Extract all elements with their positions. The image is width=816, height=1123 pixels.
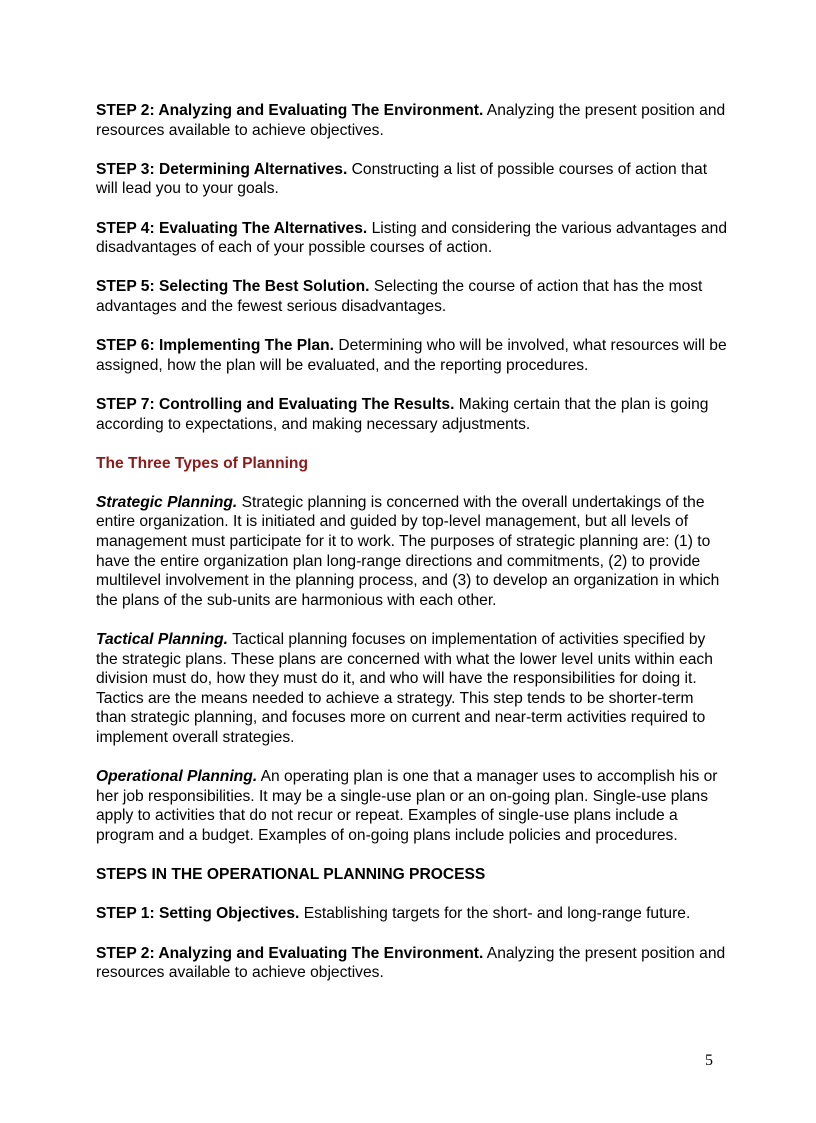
op-step-1-body: Establishing targets for the short- and long-range future. — [303, 905, 691, 923]
tactical-planning-title: Tactical Planning. — [96, 631, 228, 649]
step-6-paragraph — [96, 336, 728, 375]
strategic-planning-body: Strategic planning is concerned with the overall undertakings of the entire organization. It is initiated and guided by top-level management, but all levels of management must participate for it to work. The purposes of strategic planning are: (1) to have the entire organization plan long-range directions and commitments, (2) to provide multilevel involvement in the planning process, and (3) to develop an organization in which the plans of the sub-units are harmonious with each other. — [96, 493, 720, 609]
operational-process-heading: STEPS IN THE OPERATIONAL PLANNING PROCESS — [96, 866, 486, 884]
step-5-body: Selecting the course of action that has the most advantages and the fewest serious disadvantages. — [96, 278, 703, 315]
step-2-body: Analyzing the present position and resources available to achieve objectives. — [96, 102, 726, 139]
step-7-title: STEP 7: Controlling and Evaluating The Results. — [96, 395, 455, 413]
strategic-planning-title: Strategic Planning. — [96, 493, 238, 511]
step-5-paragraph — [96, 277, 728, 316]
page-content — [96, 101, 728, 1002]
step-7-body: Making certain that the plan is going according to expectations, and making necessary adjustments. — [96, 395, 709, 433]
step-3-paragraph — [96, 160, 728, 199]
types-of-planning-heading: The Three Types of Planning — [96, 454, 308, 472]
op-step-1-paragraph — [96, 904, 728, 924]
tactical-planning-paragraph — [96, 630, 728, 748]
operational-planning-paragraph — [96, 767, 728, 845]
op-step-2-paragraph — [96, 944, 728, 983]
step-3-title: STEP 3: Determining Alternatives. — [96, 160, 348, 178]
page-number: 5 — [705, 1052, 713, 1069]
tactical-planning-body: Tactical planning focuses on implementation of activities specified by the strategic plans. These plans are concerned with what the lower level units within each division must do, how they must do it, and who will have the responsibilities for doing it. Tactics are the means needed to achieve a strategy. This step tends to be shorter-term than strategic planning, and focuses more on current and near-term activities required to implement overall strategies. — [96, 631, 713, 746]
op-step-1-title: STEP 1: Setting Objectives. — [96, 905, 300, 923]
op-step-2-title: STEP 2: Analyzing and Evaluating The Environment. — [96, 944, 484, 962]
step-6-title: STEP 6: Implementing The Plan. — [96, 337, 334, 355]
step-7-paragraph — [96, 395, 728, 434]
step-2-paragraph — [96, 101, 728, 140]
step-3-body: Constructing a list of possible courses of action that will lead you to your goals. — [96, 160, 708, 198]
step-6-body: Determining who will be involved, what resources will be assigned, how the plan will be evaluated, and the reporting procedures. — [96, 337, 727, 374]
step-4-title: STEP 4: Evaluating The Alternatives. — [96, 219, 368, 237]
step-5-title: STEP 5: Selecting The Best Solution. — [96, 278, 370, 296]
step-2-title: STEP 2: Analyzing and Evaluating The Environment. — [96, 102, 484, 119]
step-4-paragraph — [96, 219, 728, 258]
op-step-2-body: Analyzing the present position and resources available to achieve objectives. — [96, 944, 726, 982]
strategic-planning-paragraph — [96, 493, 728, 611]
operational-planning-title: Operational Planning. — [96, 768, 258, 786]
operational-planning-body: An operating plan is one that a manager uses to accomplish his or her job responsibilities. It may be a single-use plan or an on-going plan. Single-use plans apply to activities that do not recur or repeat. Examples of single-use plans include a program and a budget. Examples of on-going plans include policies and procedures. — [96, 768, 718, 844]
step-4-body: Listing and considering the various advantages and disadvantages of each of your possible courses of action. — [96, 219, 728, 257]
